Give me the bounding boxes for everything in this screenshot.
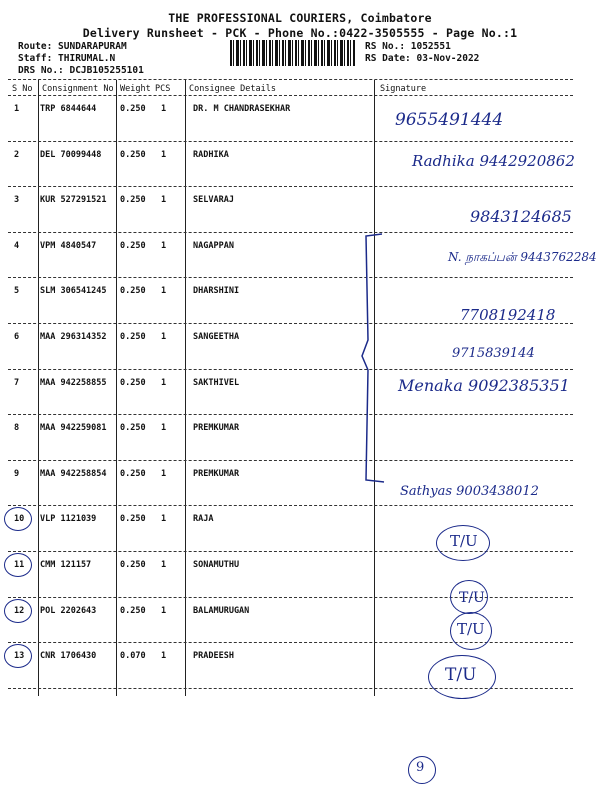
row-number-circle [4,599,32,623]
row-weight: 0.250 [120,240,146,251]
company-title: THE PROFESSIONAL COURIERS, Coimbatore [168,11,432,25]
footer-mark: 9 [416,760,425,775]
row-weight: 0.250 [120,514,146,525]
row-consignment-no: MAA 296314352 [40,332,107,342]
drs-number: DRS No.: DCJB105255101 [18,65,144,76]
handwritten-signature: Radhika 9442920862 [412,152,575,170]
row-number-circle [4,644,32,668]
row-weight: 0.250 [120,195,146,206]
row-consignee: PREMKUMAR [193,468,240,479]
row-sno: 10 [14,514,25,525]
col-divider [185,80,186,696]
handwritten-signature: Sathyas 9003438012 [400,484,539,499]
row-weight: 0.250 [120,149,146,160]
col-consignee-header: Consignee Details [189,84,276,94]
row-pcs: 1 [161,104,167,114]
handwritten-tu-mark: T/U [459,590,485,606]
row-sno: 3 [14,195,20,206]
row-sno: 5 [14,286,20,297]
row-pcs: 1 [161,605,167,616]
row-consignment-no: SLM 306541245 [40,286,107,297]
row-consignment-no: DEL 70099448 [40,149,102,160]
row-pcs: 1 [161,514,167,525]
col-sno-header: S No [12,84,33,94]
col-divider [116,80,117,696]
row-consignee: DHARSHINI [193,286,240,297]
row-pcs: 1 [161,423,167,434]
row-sno: 8 [14,423,20,434]
col-weight-header: Weight [120,84,151,94]
handwritten-signature: 9843124685 [470,207,572,226]
row-divider [8,551,573,552]
handwritten-signature: 9715839144 [452,346,535,361]
row-weight: 0.250 [120,104,146,114]
row-pcs: 1 [161,651,167,662]
header-bottom-rule [8,95,573,96]
row-consignment-no: MAA 942259081 [40,423,107,434]
row-divider [8,232,573,233]
row-divider [8,141,573,142]
handwritten-signature: Menaka 9092385351 [398,376,570,395]
staff-label: Staff: THIRUMAL.N [18,53,116,64]
row-sno: 13 [14,651,25,662]
row-sno: 12 [14,605,25,616]
row-consignment-no: VPM 4840547 [40,240,97,251]
row-weight: 0.070 [120,651,146,662]
header-top-rule [8,79,573,80]
row-weight: 0.250 [120,605,146,616]
row-divider [8,369,573,370]
row-pcs: 1 [161,240,167,251]
handwritten-tu-mark: T/U [457,620,485,638]
row-sno: 4 [14,240,20,251]
row-consignee: BALAMURUGAN [193,605,250,616]
row-pcs: 1 [161,149,167,160]
handwritten-signature: 7708192418 [460,306,556,324]
row-divider [8,597,573,598]
rs-number: RS No.: 1052551 [365,41,451,52]
row-sno: 7 [14,377,20,388]
row-consignment-no: MAA 942258854 [40,468,107,479]
row-consignee: SELVARAJ [193,195,234,206]
row-consignee: NAGAPPAN [193,240,234,251]
row-consignment-no: TRP 6844644 [40,104,97,114]
row-sno: 6 [14,332,20,342]
row-divider [8,460,573,461]
row-consignee: PREMKUMAR [193,423,240,434]
row-weight: 0.250 [120,332,146,342]
row-weight: 0.250 [120,377,146,388]
handwritten-tu-mark: T/U [450,532,478,550]
col-consignment-header: Consignment No [42,84,114,94]
row-divider [8,414,573,415]
row-consignment-no: VLP 1121039 [40,514,97,525]
handwritten-tu-mark: T/U [445,665,477,685]
row-consignment-no: MAA 942258855 [40,377,107,388]
row-divider [8,642,573,643]
row-sno: 2 [14,149,20,160]
row-weight: 0.250 [120,423,146,434]
row-consignee: RADHIKA [193,149,229,160]
row-pcs: 1 [161,468,167,479]
handwritten-signature: N. நாகப்பன் 9443762284 [448,250,597,264]
row-sno: 9 [14,468,20,479]
row-weight: 0.250 [120,468,146,479]
row-consignment-no: CMM 121157 [40,560,92,570]
row-divider [8,277,573,278]
row-consignment-no: KUR 527291521 [40,195,107,206]
row-consignee: PRADEESH [193,651,234,662]
handwritten-signature: 9655491444 [395,110,504,130]
row-consignee: DR. M CHANDRASEKHAR [193,104,291,114]
row-pcs: 1 [161,286,167,297]
row-divider [8,505,573,506]
row-sno: 1 [14,104,20,114]
col-pcs-header: PCS [155,84,171,94]
row-divider [8,186,573,187]
col-signature-header: Signature [380,84,427,94]
row-pcs: 1 [161,377,167,388]
row-number-circle [4,507,32,531]
row-consignee: SAKTHIVEL [193,377,240,388]
col-divider [38,80,39,696]
bracket-mark [360,230,390,490]
row-consignee: SONAMUTHU [193,560,240,570]
row-consignment-no: POL 2202643 [40,605,97,616]
row-consignee: SANGEETHA [193,332,240,342]
row-weight: 0.250 [120,560,146,570]
runsheet-title: Delivery Runsheet - PCK - Phone No.:0422-3505555 - Page No.:1 [82,26,518,40]
row-pcs: 1 [161,560,167,570]
row-consignment-no: CNR 1706430 [40,651,97,662]
rs-date: RS Date: 03-Nov-2022 [365,53,480,64]
row-weight: 0.250 [120,286,146,297]
route-label: Route: SUNDARAPURAM [18,41,127,52]
row-number-circle [4,553,32,577]
row-pcs: 1 [161,332,167,342]
row-pcs: 1 [161,195,167,206]
row-sno: 11 [14,560,25,570]
barcode [230,40,355,66]
row-consignee: RAJA [193,514,214,525]
